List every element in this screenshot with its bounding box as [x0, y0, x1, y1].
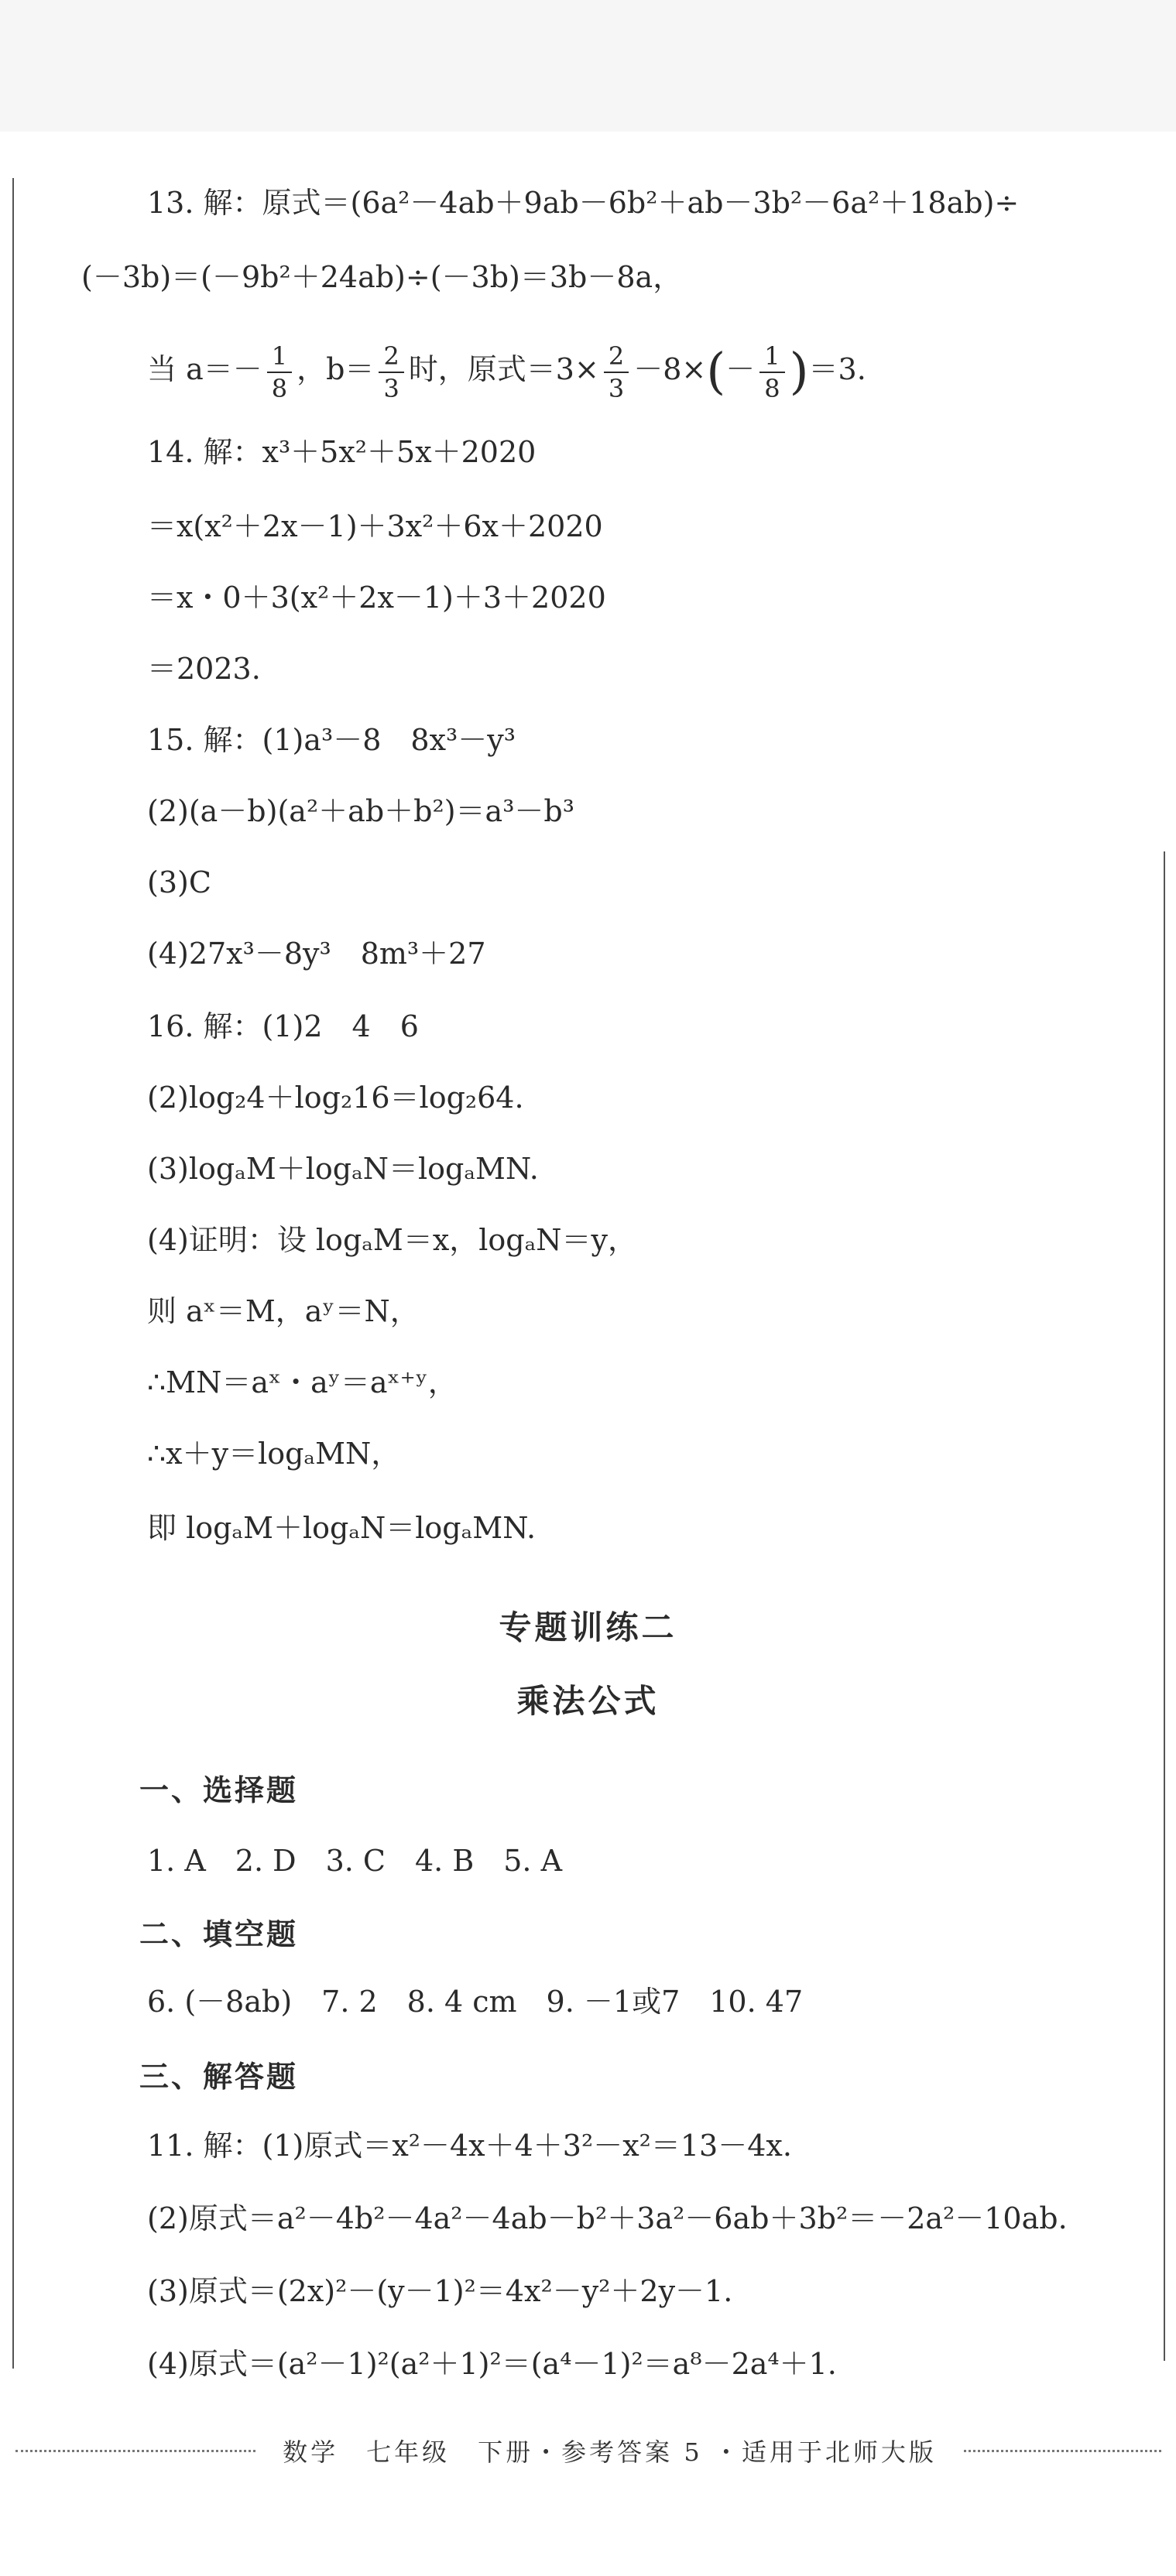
- q13-line3-end: ＝3.: [808, 352, 866, 386]
- fraction-denominator: 3: [608, 373, 625, 403]
- choice-answers: 1. A 2. D 3. C 4. B 5. A: [147, 1844, 563, 1878]
- q15-line: (3)C: [147, 865, 211, 899]
- fraction-numerator: 2: [379, 341, 403, 373]
- footer-dotted-rule-left: [15, 2450, 255, 2452]
- q14-line: ＝x・0＋3(x²＋2x－1)＋3＋2020: [147, 581, 606, 615]
- q15-line: 15. 解：(1)a³－8 8x³－y³: [147, 723, 516, 757]
- q13-line3-mid2: 时，原式＝3×: [408, 352, 599, 386]
- q11-line: (3)原式＝(2x)²－(y－1)²＝4x²－y²＋2y－1.: [147, 2274, 733, 2308]
- section-fill: 二、填空题: [139, 1917, 299, 1951]
- section-solve: 三、解答题: [139, 2060, 299, 2094]
- q16-line: ∴MN＝aˣ・aʸ＝aˣ⁺ʸ，: [147, 1365, 458, 1399]
- fraction-numerator: 2: [604, 341, 629, 373]
- top-scan-shade: [0, 0, 1176, 132]
- fill-answers: 6. (－8ab) 7. 2 8. 4 cm 9. －1或7 10. 47: [147, 1985, 804, 2019]
- q16-line: (4)证明：设 logₐM＝x，logₐN＝y，: [147, 1223, 637, 1257]
- q13-line3-mid1: ，b＝: [297, 352, 375, 386]
- q13-line3-prefix: 当 a＝－: [147, 352, 262, 386]
- right-paren: ): [789, 343, 809, 401]
- fraction-numerator: 1: [759, 341, 784, 373]
- q11-line: 11. 解：(1)原式＝x²－4x＋4＋3²－x²＝13－4x.: [147, 2129, 792, 2163]
- q16-line: (2)log₂4＋log₂16＝log₂64.: [147, 1081, 524, 1115]
- q14-line: ＝x(x²＋2x－1)＋3x²＋6x＋2020: [147, 509, 603, 543]
- fraction-two-thirds-b: [604, 341, 629, 404]
- q11-line: (2)原式＝a²－4b²－4a²－4ab－b²＋3a²－6ab＋3b²＝－2a²－10ab.: [147, 2201, 1068, 2235]
- q13-line3-mid3: －8×: [633, 352, 707, 386]
- fraction-two-thirds: [379, 341, 403, 404]
- topic-heading: 专题训练二: [499, 1608, 677, 1646]
- left-margin-line: [12, 178, 14, 2369]
- page-footer: [0, 2427, 1176, 2473]
- section-choice: 一、选择题: [139, 1773, 299, 1807]
- fraction-neg-one-eighth: [267, 341, 292, 404]
- q14-line: ＝2023.: [147, 652, 261, 686]
- q16-line: ∴x＋y＝logₐMN，: [147, 1437, 401, 1471]
- q16-line: (3)logₐM＋logₐN＝logₐMN.: [147, 1152, 539, 1186]
- q11-line: (4)原式＝(a²－1)²(a²＋1)²＝(a⁴－1)²＝a⁸－2a⁴＋1.: [147, 2347, 837, 2381]
- fraction-numerator: 1: [267, 341, 292, 373]
- q16-line: 则 aˣ＝M，aʸ＝N，: [147, 1294, 420, 1328]
- topic-subheading: 乘法公式: [516, 1682, 660, 1720]
- left-paren: (: [706, 343, 726, 401]
- q16-line: 16. 解：(1)2 4 6: [147, 1009, 419, 1043]
- q16-line: 即 logₐM＋logₐN＝logₐMN.: [147, 1511, 537, 1545]
- q13-line3: [147, 334, 1115, 404]
- footer-text: 数学 七年级 下册・参考答案 5 ・适用于北师大版: [283, 2437, 937, 2467]
- q15-line: (2)(a－b)(a²＋ab＋b²)＝a³－b³: [147, 794, 574, 828]
- fraction-denominator: 8: [764, 373, 780, 403]
- q13-line1: 13. 解：原式＝(6a²－4ab＋9ab－6b²＋ab－3b²－6a²＋18ab)÷: [147, 186, 1020, 220]
- q14-line: 14. 解：x³＋5x²＋5x＋2020: [147, 435, 537, 469]
- minus-sign: －: [725, 352, 756, 386]
- fraction-denominator: 3: [383, 373, 399, 403]
- fraction-denominator: 8: [271, 373, 288, 403]
- footer-dotted-rule-right: [964, 2450, 1161, 2452]
- fraction-one-eighth: [759, 341, 784, 404]
- q13-line2: (－3b)＝(－9b²＋24ab)÷(－3b)＝3b－8a，: [81, 260, 683, 294]
- q15-line: (4)27x³－8y³ 8m³＋27: [147, 937, 486, 971]
